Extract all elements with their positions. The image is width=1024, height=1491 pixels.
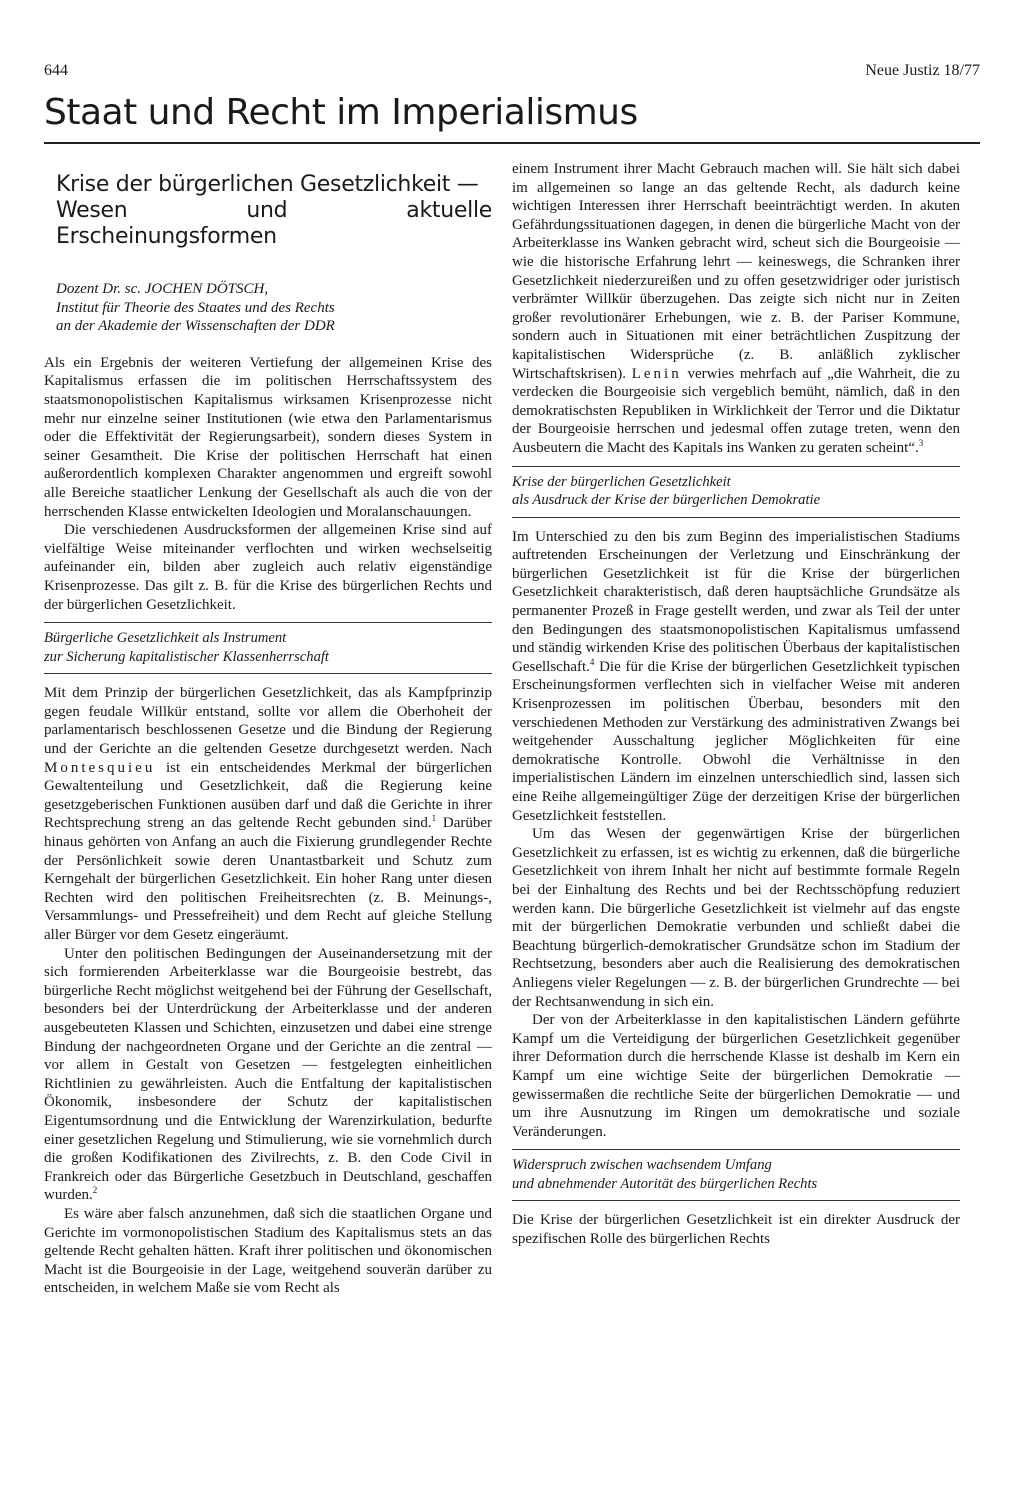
author-name: Dozent Dr. sc. JOCHEN DÖTSCH, — [56, 281, 269, 297]
subheading-line: als Ausdruck der Krise der bürgerlichen Demokratie — [512, 492, 821, 509]
running-header — [44, 62, 980, 82]
left-column — [44, 160, 492, 1298]
subheading-line: Widerspruch zwischen wachsendem Umfang — [512, 1157, 772, 1174]
paragraph — [512, 528, 960, 826]
footnote-ref: 4 — [589, 656, 595, 667]
footnote-ref: 2 — [92, 1185, 98, 1196]
person-name: Montesquieu — [44, 759, 156, 776]
subheading-block — [44, 622, 492, 674]
text-run: Die für die Krise der bürgerlichen Gesetzlichkeit typischen Erscheinungsformen verflechten sich in vielfacher Weise mit anderen Krisenprozessen im politischen Überbau, besonders mit den verschiedenen Methoden zur Verstärkung des administrativen Zwangs bei weitgehender Ausschaltung jeglicher Möglichkeiten für eine demokratische Kontrolle. Obwohl die Verhältnisse in den imperialistischen Ländern im einzelnen unterschiedlich sind, lassen sich eine Reihe allgemeingültiger Züge der derzeitigen Krise der bürgerlichen Gesetzlichkeit feststellen. — [512, 658, 960, 824]
paragraph: Als ein Ergebnis der weiteren Vertiefung der allgemeinen Krise des Kapitalismus erfassen die im politischen Herrschaftssystem des staatsmonopolistischen Kapitalismus wirksamen Krisenprozesse nicht mehr nur einzelne seiner Institutionen (wie etwa den Parlamentarismus oder die Effektivität der Regierungsarbeit), sondern dieses System in seiner Gesamtheit. Die Krise der politischen Herrschaft hat einen außerordentlich komplexen Charakter angenommen und ergreift sowohl alle Bereiche staatlicher Lenkung der Gesellschaft als auch die von der herrschenden Klasse entwickelten Ideologien und Moralanschauungen. — [44, 354, 492, 520]
footnote-ref: 1 — [431, 813, 437, 824]
paragraph: Es wäre aber falsch anzunehmen, daß sich die staatlichen Organe und Gerichte im vormonopolistischen Stadium des Kapitalismus stets an das geltende Recht gehalten hätten. Kraft ihrer politischen und ökonomischen Macht ist die Bourgeoisie in der Lage, weitgehend souverän darüber zu entscheiden, in welchem Maße sie vom Recht als — [44, 1205, 492, 1297]
subheading-line: Krise der bürgerlichen Gesetzlichkeit — [512, 473, 731, 490]
person-name: Lenin — [631, 365, 682, 382]
footnote-ref: 3 — [918, 437, 924, 448]
text-run: Darüber hinaus gehörten von Anfang an auch die Fixierung grundlegender Rechte der Persönlichkeit sowie deren Unantastbarkeit und Schutz zum Kerngehalt der bürgerlichen Gesetzlichkeit. Ein hoher Rang unter diesen Rechten wird den politischen Freiheitsrechten (z. B. Meinungs-, Versammlungs- und Pressefreiheit) und dem Recht auf gleiche Stellung aller Bürger vor dem Gesetz eingeräumt. — [44, 815, 493, 943]
subheading-line: Bürgerliche Gesetzlichkeit als Instrument — [44, 630, 287, 647]
text-run: Unter den politischen Bedingungen der Auseinandersetzung mit der sich formierenden Arbeiterklasse war die Bourgeoisie bestrebt, das bürgerliche Recht möglichst weitgehend bei der Führung der Gesellschaft, besonders bei der Unterdrückung der Arbeiterklasse und der anderen ausgebeuteten Klassen und Schichten, einzusetzen und dabei eine strenge Bindung der nachgeordneten Organe und der Gerichte an die zentral — vor allem in Gestalt von Gesetzen — festgelegten einheitlichen Richtlinien zu gewährleisten. Auch die Entfaltung der kapitalistischen Ökonomik, insbesondere der Schutz der kapitalistischen Eigentumsordnung und die Entwicklung der Warenzirkulation, bedurfte einer gesetzlichen Regelung und Stimulierung, wie sie vornehmlich durch die großen Kodifikationen des Zivilrechts, z. B. den Code Civil in Frankreich oder das Bürgerliche Gesetzbuch in Deutschland, geschaffen wurden. — [44, 945, 492, 1204]
author-block — [56, 280, 492, 336]
journal-issue: Neue Justiz 18/77 — [865, 62, 980, 79]
paragraph — [512, 160, 960, 458]
subheading-line: und abnehmender Autorität des bürgerlichen Rechts — [512, 1175, 818, 1192]
subheading-line: zur Sicherung kapitalistischer Klassenherrschaft — [44, 648, 329, 665]
subheading-block — [512, 466, 960, 518]
paragraph: Der von der Arbeiterklasse in den kapitalistischen Ländern geführte Kampf um die Verteidigung der bürgerlichen Gesetzlichkeit gegenüber ihrer Deformation durch die herrschende Klasse ist deshalb im Kern ein Kampf um eine wichtige Seite der bürgerlichen Demokratie — gewissermaßen die rechtliche Seite der bürgerlichen Demokratie — und um ihre Ausnutzung im Ringen um demokratische und soziale Veränderungen. — [512, 1012, 960, 1140]
author-affiliation-1: Institut für Theorie des Staates und des Rechts — [56, 299, 335, 316]
text-run: Mit dem Prinzip der bürgerlichen Gesetzlichkeit, das als Kampfprinzip gegen feudale Willkür entstand, sollte vor allem die Oberhoheit der parlamentarisch beschlossenen Gesetze und die Bindung der Regierung und der Gerichte an die geltenden Gesetze durchgesetzt werden. Nach — [44, 685, 492, 758]
article-title — [56, 172, 492, 250]
paragraph — [44, 684, 492, 944]
page-number: 644 — [44, 62, 68, 79]
paragraph — [44, 945, 492, 1205]
paragraph: Die verschiedenen Ausdrucksformen der allgemeinen Krise sind auf vielfältige Weise miteinander verflochten und wirken wechselseitig aufeinander ein, bilden aber zugleich auch relativ eigenständige Krisenprozesse. Das gilt z. B. für die Krise des bürgerlichen Rechts und der bürgerlichen Gesetzlichkeit. — [44, 522, 492, 613]
section-title: Staat und Recht im Imperialismus — [44, 92, 638, 133]
section-rule — [44, 142, 980, 144]
text-run: verwies mehrfach auf „die Wahrheit, die zu verdecken die Bourgeoisie sich vergeblich bemüht, nämlich, daß in den demokratischsten Republiken in Wirklichkeit der Terror und die Diktatur der Bourgeoisie herrschen und jedesmal offen zutage treten, wenn den Ausbeutern die Macht des Kapitals ins Wanken zu geraten scheint“. — [512, 365, 960, 456]
text-run: ist ein entscheidendes Merkmal der bürgerlichen Gewaltenteilung und Gesetzlichkeit, daß die Regierung keine gesetzgeberischen Funktionen ausüben darf und daß die Gerichte in ihrer Rechtsprechung streng an das geltende Recht gebunden sind. — [44, 759, 492, 832]
subheading-block — [512, 1149, 960, 1201]
article-title-line1: Krise der bürgerlichen Gesetzlichkeit — — [56, 172, 479, 197]
right-column — [512, 160, 960, 1249]
text-run: Im Unterschied zu den bis zum Beginn des imperialistischen Stadiums auftretenden Erscheinungen der Verletzung und Einschränkung der bürgerlichen Gesetzlichkeit ist für die Krise der bürgerlichen Gesetzlichkeit charakteristisch, daß deren hauptsächliche Grundsätze als permanenter Prozeß in Frage gestellt werden, und zwar als Teil der unter den Bedingungen des staatsmonopolistischen Kapitalismus umfassend und ständig wirkenden Krise des politischen Überbaus der kapitalistischen Gesellschaft. — [512, 528, 960, 675]
author-affiliation-2: an der Akademie der Wissenschaften der DDR — [56, 318, 335, 335]
text-run: einem Instrument ihrer Macht Gebrauch machen will. Sie hält sich dabei im allgemeinen so lange an das geltende Recht, als dadurch keine wichtigen Interessen ihrer Herrschaft beeinträchtigt werden. In akuten Gefährdungssituationen dagegen, in denen die bürgerliche Macht von der Arbeiterklasse ins Wanken gebracht wird, scheut sich die Bourgeoisie — wie die historische Erfahrung lehrt — keineswegs, die Schranken ihrer Gesetzlichkeit niederzureißen und zu offen gesetzwidriger oder juristisch verbrämter Willkür überzugehen. Das zeigte sich nicht nur in Zeiten großer revolutionärer Erhebungen, wie z. B. der Pariser Kommune, sondern auch in Situationen mit einer beträchtlichen Zuspitzung der kapitalistischen Widersprüche (z. B. anläßlich zyklischer Wirtschaftskrisen). — [512, 161, 960, 382]
paragraph: Die Krise der bürgerlichen Gesetzlichkeit ist ein direkter Ausdruck der spezifischen Rolle des bürgerlichen Rechts — [512, 1212, 960, 1248]
paragraph: Um das Wesen der gegenwärtigen Krise der bürgerlichen Gesetzlichkeit zu erfassen, ist es wichtig zu erkennen, daß die bürgerliche Gesetzlichkeit von ihrem Inhalt her nicht auf bestimmte formale Regeln bei der Einhaltung des Rechts und bei der Rechtsschöpfung reduziert werden kann. Die bürgerliche Gesetzlichkeit ist vielmehr auf das engste mit der bürgerlichen Demokratie verbunden und schließt dabei die Beachtung bürgerlich-demokratischer Grundsätze schon im Stadium der Rechtsetzung, besonders aber auch die Realisierung des demokratischen Anliegens vieler Regelungen — z. B. der bürgerlichen Grundrechte — bei der Rechtsanwendung in sich ein. — [512, 826, 960, 1010]
article-title-line2: Wesen und aktuelle Erscheinungsformen — [56, 198, 492, 249]
